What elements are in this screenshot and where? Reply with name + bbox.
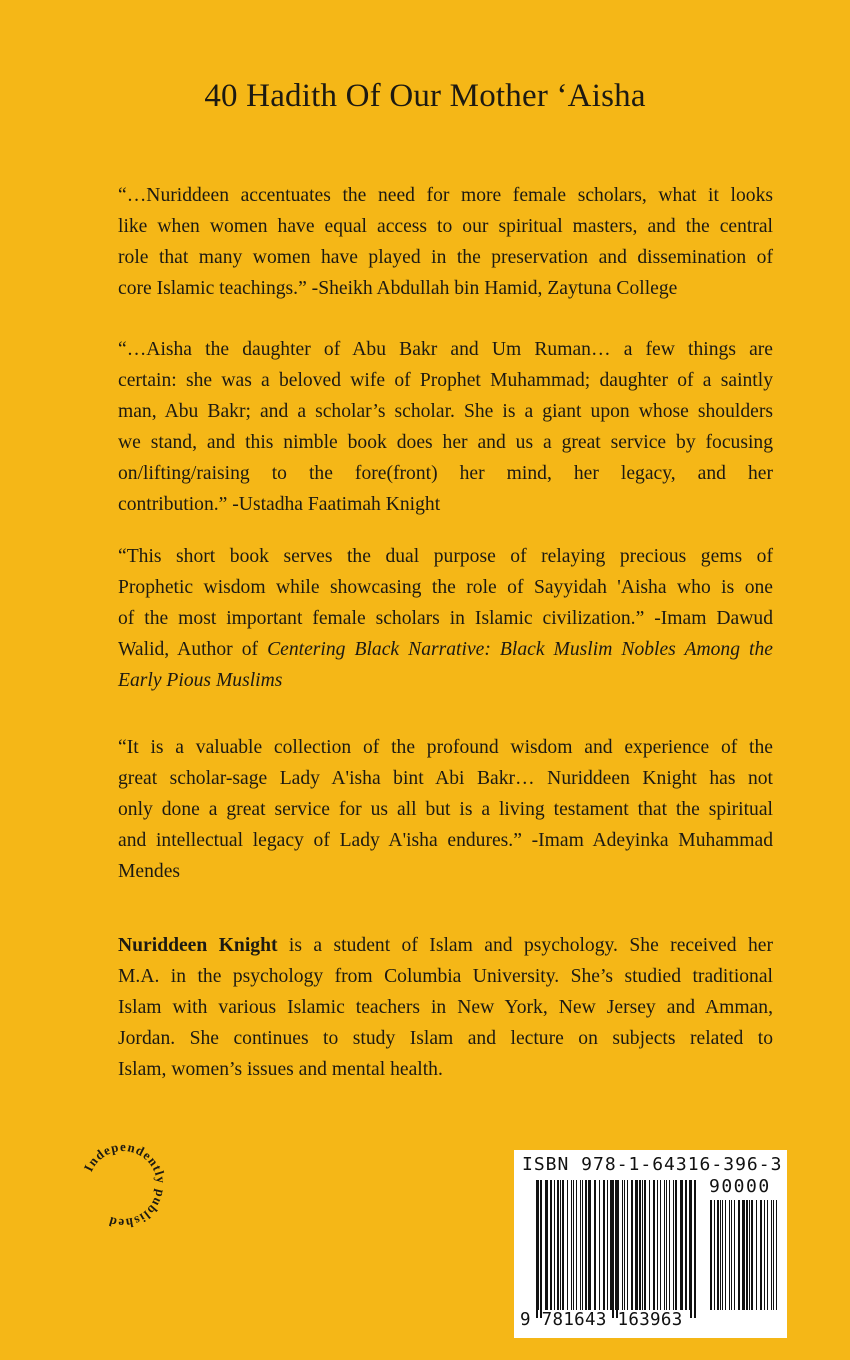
barcode-guard-bar	[540, 1180, 542, 1318]
barcode-bar	[582, 1180, 583, 1310]
barcode-bar	[685, 1180, 687, 1310]
barcode-bar	[615, 1180, 616, 1310]
barcode-bar	[729, 1200, 730, 1310]
barcode-bar	[554, 1180, 555, 1310]
bio-text: is a student of Islam and psychology. She received her	[277, 935, 773, 956]
barcode-bar	[545, 1180, 548, 1310]
barcode-bar	[627, 1180, 628, 1310]
svg-text:Independently published	[81, 1139, 170, 1231]
barcode-guard-bar	[612, 1180, 614, 1318]
barcode-bar	[746, 1200, 748, 1310]
barcode-bar	[776, 1200, 777, 1310]
barcode-bar	[680, 1180, 683, 1310]
barcode-bar	[722, 1200, 723, 1310]
endorsement-quote-4	[118, 732, 773, 887]
quote-attribution: Walid, Author of	[118, 639, 268, 660]
barcode-bar	[618, 1180, 619, 1310]
publisher-logo	[68, 1130, 178, 1240]
barcode-bar	[599, 1180, 600, 1310]
barcode-bar	[610, 1180, 612, 1310]
barcode-bar	[635, 1180, 638, 1310]
barcode-bar	[631, 1180, 633, 1310]
quote-line: “It is a valuable collection of the profound wisdom and experience of the	[118, 737, 773, 758]
endorsement-quote-1	[118, 180, 773, 304]
barcode-guard-bar	[616, 1180, 618, 1318]
barcode-bar	[720, 1200, 721, 1310]
endorsement-quote-2	[118, 334, 773, 520]
quote-line: contribution.” -Ustadha Faatimah Knight	[118, 494, 441, 515]
quote-line: only done a great service for us all but is a living testament that the spiritual	[118, 799, 773, 820]
quote-line: core Islamic teachings.” -Sheikh Abdullah bin Hamid, Zaytuna College	[118, 278, 678, 299]
quote-line: of the most important female scholars in Islamic civilization.” -Imam Dawud	[118, 608, 773, 629]
quote-line: like when women have equal access to our spiritual masters, and the central	[118, 216, 773, 237]
barcode-bar	[567, 1180, 568, 1310]
barcode-bar	[538, 1180, 539, 1310]
quote-line: Prophetic wisdom while showcasing the role of Sayyidah 'Aisha who is one	[118, 577, 773, 598]
barcode-bar	[760, 1200, 762, 1310]
barcode-bar	[710, 1200, 712, 1310]
barcode-bar	[576, 1180, 577, 1310]
barcode-bar	[725, 1200, 726, 1310]
barcode-bar	[666, 1180, 667, 1310]
quote-line: certain: she was a beloved wife of Prophet Muhammad; daughter of a saintly	[118, 370, 773, 391]
book-reference-title: Centering Black Narrative: Black Muslim Nobles Among the	[267, 639, 773, 660]
barcode-bar	[624, 1180, 625, 1310]
barcode-bar	[689, 1180, 690, 1310]
bio-line: Islam, women’s issues and mental health.	[118, 1059, 443, 1080]
barcode-bar	[660, 1180, 661, 1310]
quote-line: role that many women have played in the preservation and dissemination of	[118, 247, 773, 268]
barcode-bar	[588, 1180, 591, 1310]
barcode-bar	[585, 1180, 587, 1310]
barcode-bar	[734, 1200, 735, 1310]
barcode-bar	[642, 1180, 643, 1310]
barcode-guard-bar	[690, 1180, 692, 1318]
quote-line: “…Nuriddeen accentuates the need for more female scholars, what it looks	[118, 185, 773, 206]
price-code: 90000	[709, 1176, 771, 1197]
quote-line: we stand, and this nimble book does her and us a great service by focusing	[118, 432, 773, 453]
bio-line: M.A. in the psychology from Columbia University. She’s studied traditional	[118, 966, 773, 987]
quote-line: and intellectual legacy of Lady A'isha endures.” -Imam Adeyinka Muhammad	[118, 830, 773, 851]
barcode-bar	[675, 1180, 677, 1310]
barcode-bar	[717, 1200, 719, 1310]
barcode-bar	[571, 1180, 572, 1310]
barcode-guard-bar	[536, 1180, 538, 1318]
publisher-logo-text: Independently published	[80, 1138, 170, 1232]
barcode-bar	[756, 1200, 757, 1310]
barcode-bar	[594, 1180, 596, 1310]
ean-digits: 9 781643 163963	[520, 1310, 683, 1330]
barcode-bar	[562, 1180, 564, 1310]
barcode-bar	[767, 1200, 768, 1310]
author-bio	[118, 930, 773, 1085]
barcode-bar	[622, 1180, 623, 1310]
barcode-bar	[580, 1180, 581, 1310]
bio-line: Islam with various Islamic teachers in New York, New Jersey and Amman,	[118, 997, 773, 1018]
barcode-bar	[664, 1180, 665, 1310]
barcode-bar	[560, 1180, 561, 1310]
barcode-bar	[603, 1180, 605, 1310]
bio-line: Jordan. She continues to study Islam and lecture on subjects related to	[118, 1028, 773, 1049]
barcode-bar	[751, 1200, 753, 1310]
quote-line	[118, 634, 773, 665]
barcode-bar	[749, 1200, 750, 1310]
barcode-bar	[653, 1180, 655, 1310]
barcode-bar	[731, 1200, 732, 1310]
book-reference-title-cont: Early Pious Muslims	[118, 670, 283, 691]
barcode-bar	[644, 1180, 646, 1310]
barcode-bar	[649, 1180, 650, 1310]
barcode-bar	[764, 1200, 765, 1310]
book-title: 40 Hadith Of Our Mother ‘Aisha	[204, 78, 646, 114]
publisher-logo-circle	[68, 1130, 178, 1240]
quote-line: man, Abu Bakr; and a scholar’s scholar. She is a giant upon whose shoulders	[118, 401, 773, 422]
barcode-bar	[673, 1180, 674, 1310]
endorsement-quote-3	[118, 541, 773, 696]
barcode-bar	[714, 1200, 715, 1310]
isbn-label: ISBN 978-1-64316-396-3	[522, 1154, 783, 1175]
bio-line	[118, 930, 773, 961]
quote-line: “…Aisha the daughter of Abu Bakr and Um Ruman… a few things are	[118, 339, 773, 360]
barcode-bar	[550, 1180, 552, 1310]
isbn-barcode	[514, 1150, 787, 1338]
barcode-bar	[639, 1180, 641, 1310]
barcode-bar	[742, 1200, 745, 1310]
barcode-guard-bar	[694, 1180, 696, 1318]
quote-line: on/lifting/raising to the fore(front) her mind, her legacy, and her	[118, 463, 773, 484]
barcode-bar	[573, 1180, 574, 1310]
barcode-bar	[773, 1200, 774, 1310]
quote-line: “This short book serves the dual purpose of relaying precious gems of	[118, 546, 773, 567]
quote-line: Mendes	[118, 861, 181, 882]
quote-line: great scholar-sage Lady A'isha bint Abi Bakr… Nuriddeen Knight has not	[118, 768, 773, 789]
barcode-bar	[669, 1180, 670, 1310]
barcode-bar	[738, 1200, 740, 1310]
quote-line	[118, 665, 773, 696]
barcode-bar	[657, 1180, 658, 1310]
author-name: Nuriddeen Knight	[118, 935, 278, 956]
barcode-bar	[771, 1200, 772, 1310]
barcode-bar	[607, 1180, 608, 1310]
barcode-bar	[557, 1180, 559, 1310]
